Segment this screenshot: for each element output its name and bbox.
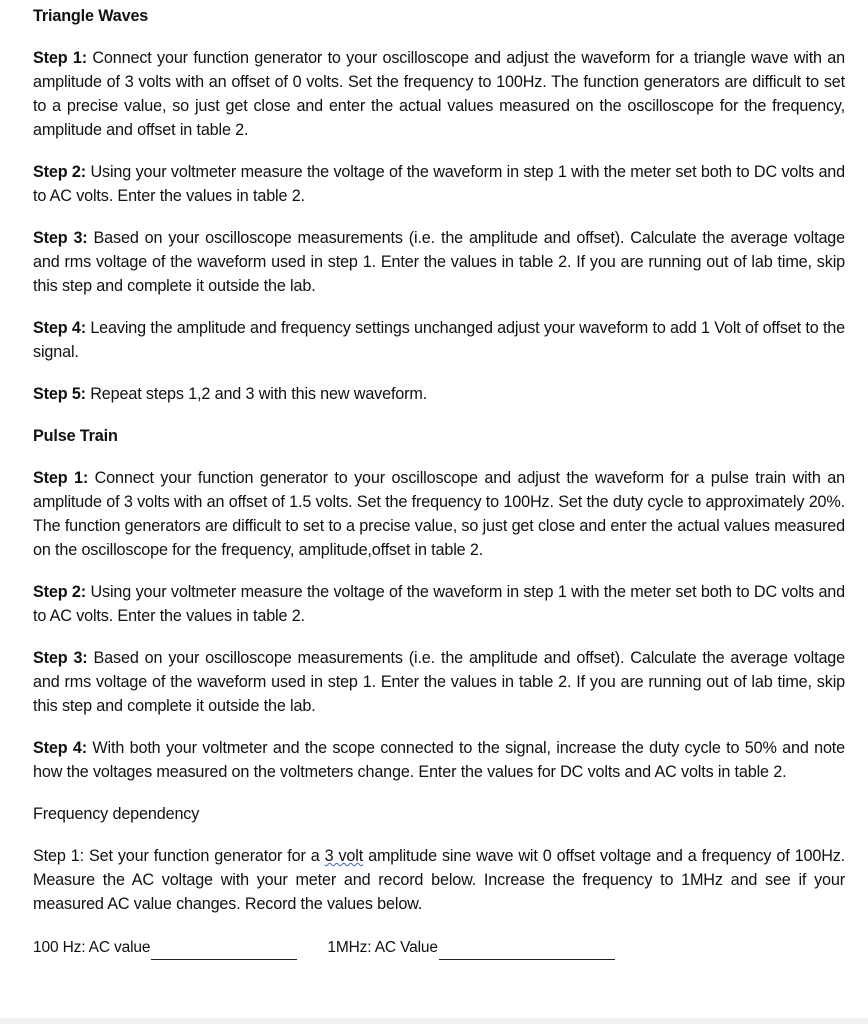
step-text-after: amplitude sine wave wit 0 offset voltage and a frequency of 100Hz. Measure the AC voltage with your meter and record below. Increase the frequency to 1MHz and see if your measured AC value changes. Record the values below. (33, 847, 846, 913)
answer-1mhz-label: 1MHz: AC Value (327, 939, 438, 956)
triangle-step-1 (33, 46, 845, 142)
step-label: Step 1: (33, 49, 87, 67)
step-label: Step 4: (33, 319, 86, 337)
step-text: Leaving the amplitude and frequency settings unchanged adjust your waveform to add 1 Volt of offset to the signal. (33, 319, 845, 361)
step-label: Step 3: (33, 229, 88, 247)
spellcheck-underlined-text: 3 volt (324, 847, 364, 865)
page-bottom-edge (0, 1018, 868, 1024)
section-heading-pulse-train: Pulse Train (33, 427, 118, 445)
step-text: Connect your function generator to your oscilloscope and adjust the waveform for a pulse train with an amplitude of 3 volts with an offset of 1.5 volts. Set the frequency to 100Hz. Set the duty cycle to approximately 20%. The function generators are difficult to set to a precise value, so just get close and enter the actual values measured on the oscilloscope for the frequency, amplitude,offset in table 2. (33, 469, 845, 559)
step-text: Using your voltmeter measure the voltage of the waveform in step 1 with the meter set both to DC volts and to AC volts. Enter the values in table 2. (33, 163, 846, 205)
answer-1mhz-blank-line (439, 941, 615, 960)
document-page (33, 0, 845, 960)
step-label: Step 1: (33, 469, 89, 487)
step-label: Step 3: (33, 649, 88, 667)
step-text-before: Set your function generator for a (83, 847, 325, 865)
triangle-step-3 (33, 226, 845, 298)
section-heading-frequency-dependency: Frequency dependency (33, 805, 200, 823)
step-text: Connect your function generator to your oscilloscope and adjust the waveform for a triangle wave with an amplitude of 3 volts with an offset of 0 volts. Set the frequency to 100Hz. The function generators are difficult to set to a precise value, so just get close and enter the actual values measured on the oscilloscope for the frequency, amplitude and offset in table 2. (33, 49, 845, 139)
pulse-step-1 (33, 466, 845, 562)
triangle-step-5 (33, 382, 845, 406)
step-text: Based on your oscilloscope measurements (i.e. the amplitude and offset). Calculate the average voltage and rms voltage of the waveform used in step 1. Enter the values in table 2. If you are running out of lab time, skip this step and complete it outside the lab. (33, 229, 845, 295)
step-label: Step 4: (33, 739, 87, 757)
frequency-step-1 (33, 844, 845, 916)
step-label: Step 2: (33, 163, 87, 181)
step-text: With both your voltmeter and the scope connected to the signal, increase the duty cycle to 50% and note how the voltages measured on the voltmeters change. Enter the values for DC volts and AC volts in table 2. (33, 739, 845, 781)
step-label: Step 5: (33, 385, 86, 403)
step-label: Step 1: (33, 847, 84, 865)
answer-100hz-blank-line (151, 941, 297, 960)
pulse-step-3 (33, 646, 845, 718)
triangle-step-4 (33, 316, 845, 364)
pulse-step-4 (33, 736, 845, 784)
answer-row (33, 936, 845, 960)
step-text: Repeat steps 1,2 and 3 with this new waveform. (85, 385, 428, 403)
section-heading-triangle-waves: Triangle Waves (33, 7, 149, 25)
triangle-step-2 (33, 160, 845, 208)
answer-100hz-label: 100 Hz: AC value (33, 939, 151, 956)
step-text: Based on your oscilloscope measurements (i.e. the amplitude and offset). Calculate the average voltage and rms voltage of the waveform used in step 1. Enter the values in table 2. If you are running out of lab time, skip this step and complete it outside the lab. (33, 649, 845, 715)
step-label: Step 2: (33, 583, 87, 601)
step-text: Using your voltmeter measure the voltage of the waveform in step 1 with the meter set both to DC volts and to AC volts. Enter the values in table 2. (33, 583, 846, 625)
pulse-step-2 (33, 580, 845, 628)
